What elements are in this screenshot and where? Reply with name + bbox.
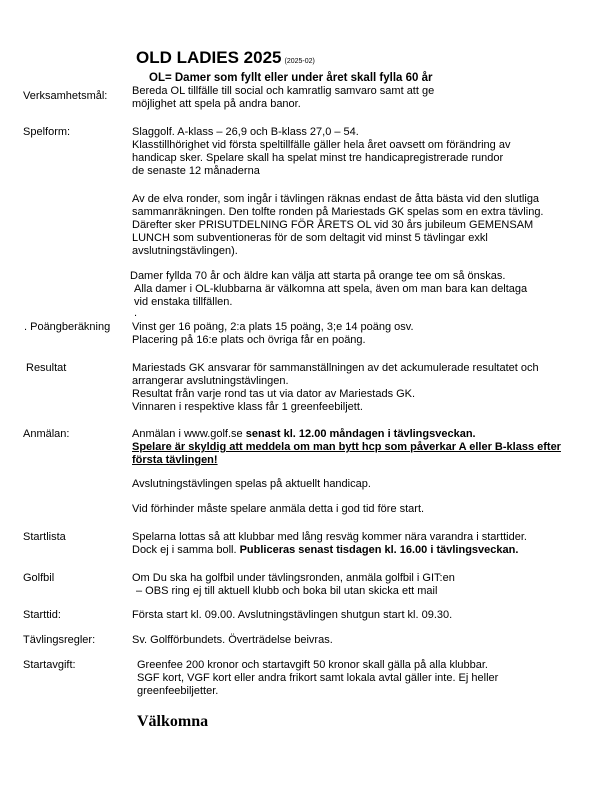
anmalan-line-4: Avslutningstävlingen spelas på aktuellt handicap. xyxy=(132,478,371,490)
anmalan-line-5: Vid förhinder måste spelare anmäla detta i god tid före start. xyxy=(132,503,425,515)
anmalan-line-1-plain: Anmälan i www.golf.se xyxy=(132,428,246,440)
spelform-p3-line-2: Alla damer i OL-klubbarna är välkomna att spela, även om man bara kan deltaga xyxy=(134,283,528,295)
spelform-p1-line-2: Klasstillhörighet vid första speltillfälle gäller hela året oavsett om förändring av xyxy=(132,139,511,151)
tavlingsregler-text: Sv. Golfförbundets. Överträdelse beivras. xyxy=(132,634,333,646)
startavgift-line-1: Greenfee 200 kronor och startavgift 50 kronor skall gälla på alla klubbar. xyxy=(137,659,488,671)
label-resultat: Resultat xyxy=(26,362,67,374)
resultat-line-4: Vinnaren i respektive klass får 1 greenfeebiljett. xyxy=(132,401,363,413)
poang-line-1: Vinst ger 16 poäng, 2:a plats 15 poäng, 3;e 14 poäng osv. xyxy=(132,321,414,333)
verksamhetsmal-line-2: möjlighet att spela på andra banor. xyxy=(132,98,301,110)
label-anmalan: Anmälan: xyxy=(23,428,70,440)
spelform-p2-line-4: LUNCH som subventioneras för de som deltagit vid minst 5 tävlingar exkl xyxy=(132,232,488,244)
page-subtitle: OL= Damer som fyllt eller under året skall fylla 60 år xyxy=(149,72,433,84)
label-poangberakning: . Poängberäkning xyxy=(24,321,111,333)
anmalan-hcp-notice-line-2: första tävlingen! xyxy=(132,454,218,466)
startavgift-line-3: greenfeebiljetter. xyxy=(137,685,219,697)
label-spelform: Spelform: xyxy=(23,126,71,138)
startlista-line-1: Spelarna lottas så att klubbar med lång resväg kommer nära varandra i starttider. xyxy=(132,531,527,543)
label-tavlingsregler: Tävlingsregler: xyxy=(23,634,96,646)
golfbil-line-1: Om Du ska ha golfbil under tävlingsronden, anmäla golfbil i GIT:en xyxy=(132,572,455,584)
label-startavgift: Startavgift: xyxy=(23,659,76,671)
verksamhetsmal-line-1: Bereda OL tillfälle till social och kamratlig samvaro samt att ge xyxy=(132,85,435,97)
spelform-p3-line-1: Damer fyllda 70 år och äldre kan välja att starta på orange tee om så önskas. xyxy=(130,270,506,282)
startlista-line-2-plain: Dock ej i samma boll. xyxy=(132,544,240,556)
spelform-p2-line-5: avslutningstävlingen). xyxy=(132,245,238,257)
title-text: OLD LADIES 2025 xyxy=(136,48,282,67)
spelform-p2-line-3: Därefter sker PRISUTDELNING FÖR ÅRETS OL vid 30 års jubileum GEMENSAM xyxy=(132,219,534,231)
anmalan-deadline: senast kl. 12.00 måndagen i tävlingsveckan. xyxy=(245,428,476,440)
startavgift-line-2: SGF kort, VGF kort eller andra frikort samt lokala avtal gäller inte. Ej heller xyxy=(137,672,499,684)
golfbil-line-2: – OBS ring ej till aktuell klubb och boka bil utan skicka ett mail xyxy=(136,585,438,597)
spelform-p1-line-3: handicap sker. Spelare skall ha spelat minst tre handicapregistrerade rundor xyxy=(132,152,504,164)
label-startlista: Startlista xyxy=(23,531,66,543)
label-golfbil: Golfbil xyxy=(23,572,55,584)
anmalan-hcp-notice-line-1: Spelare är skyldig att meddela om man bytt hcp som påverkar A eller B-klass efter xyxy=(132,441,561,453)
spelform-p2-line-1: Av de elva ronder, som ingår i tävlingen räknas endast de åtta bästa vid den slutliga xyxy=(132,193,540,205)
spelform-p1-line-4: de senaste 12 månaderna xyxy=(132,165,260,177)
poang-line-2: Placering på 16:e plats och övriga får en poäng. xyxy=(132,334,366,346)
spelform-p2-line-2: sammanräkningen. Den tolfte ronden på Mariestads GK spelas som en extra tävling. xyxy=(132,206,544,218)
page-title xyxy=(136,48,315,72)
label-starttid: Starttid: xyxy=(23,609,61,621)
resultat-line-2: arrangerar avslutningstävlingen. xyxy=(132,375,289,387)
title-date: (2025-02) xyxy=(284,58,315,65)
label-verksamhetsmal: Verksamhetsmål: xyxy=(23,90,108,102)
resultat-line-1: Mariestads GK ansvarar för sammanställningen av det ackumulerade resultatet och xyxy=(132,362,539,374)
spelform-dot: . xyxy=(134,307,138,319)
startlista-line-2 xyxy=(132,544,518,557)
closing-welcome: Välkomna xyxy=(137,713,209,730)
spelform-p3-line-3: vid enstaka tillfällen. xyxy=(134,296,233,308)
starttid-text: Första start kl. 09.00. Avslutningstävlingen shutgun start kl. 09.30. xyxy=(132,609,453,621)
anmalan-line-1 xyxy=(132,428,476,441)
startlista-publish-deadline: Publiceras senast tisdagen kl. 16.00 i tävlingsveckan. xyxy=(239,544,519,556)
spelform-p1-line-1: Slaggolf. A-klass – 26,9 och B-klass 27,0 – 54. xyxy=(132,126,359,138)
resultat-line-3: Resultat från varje rond tas ut via dator av Mariestads GK. xyxy=(132,388,416,400)
